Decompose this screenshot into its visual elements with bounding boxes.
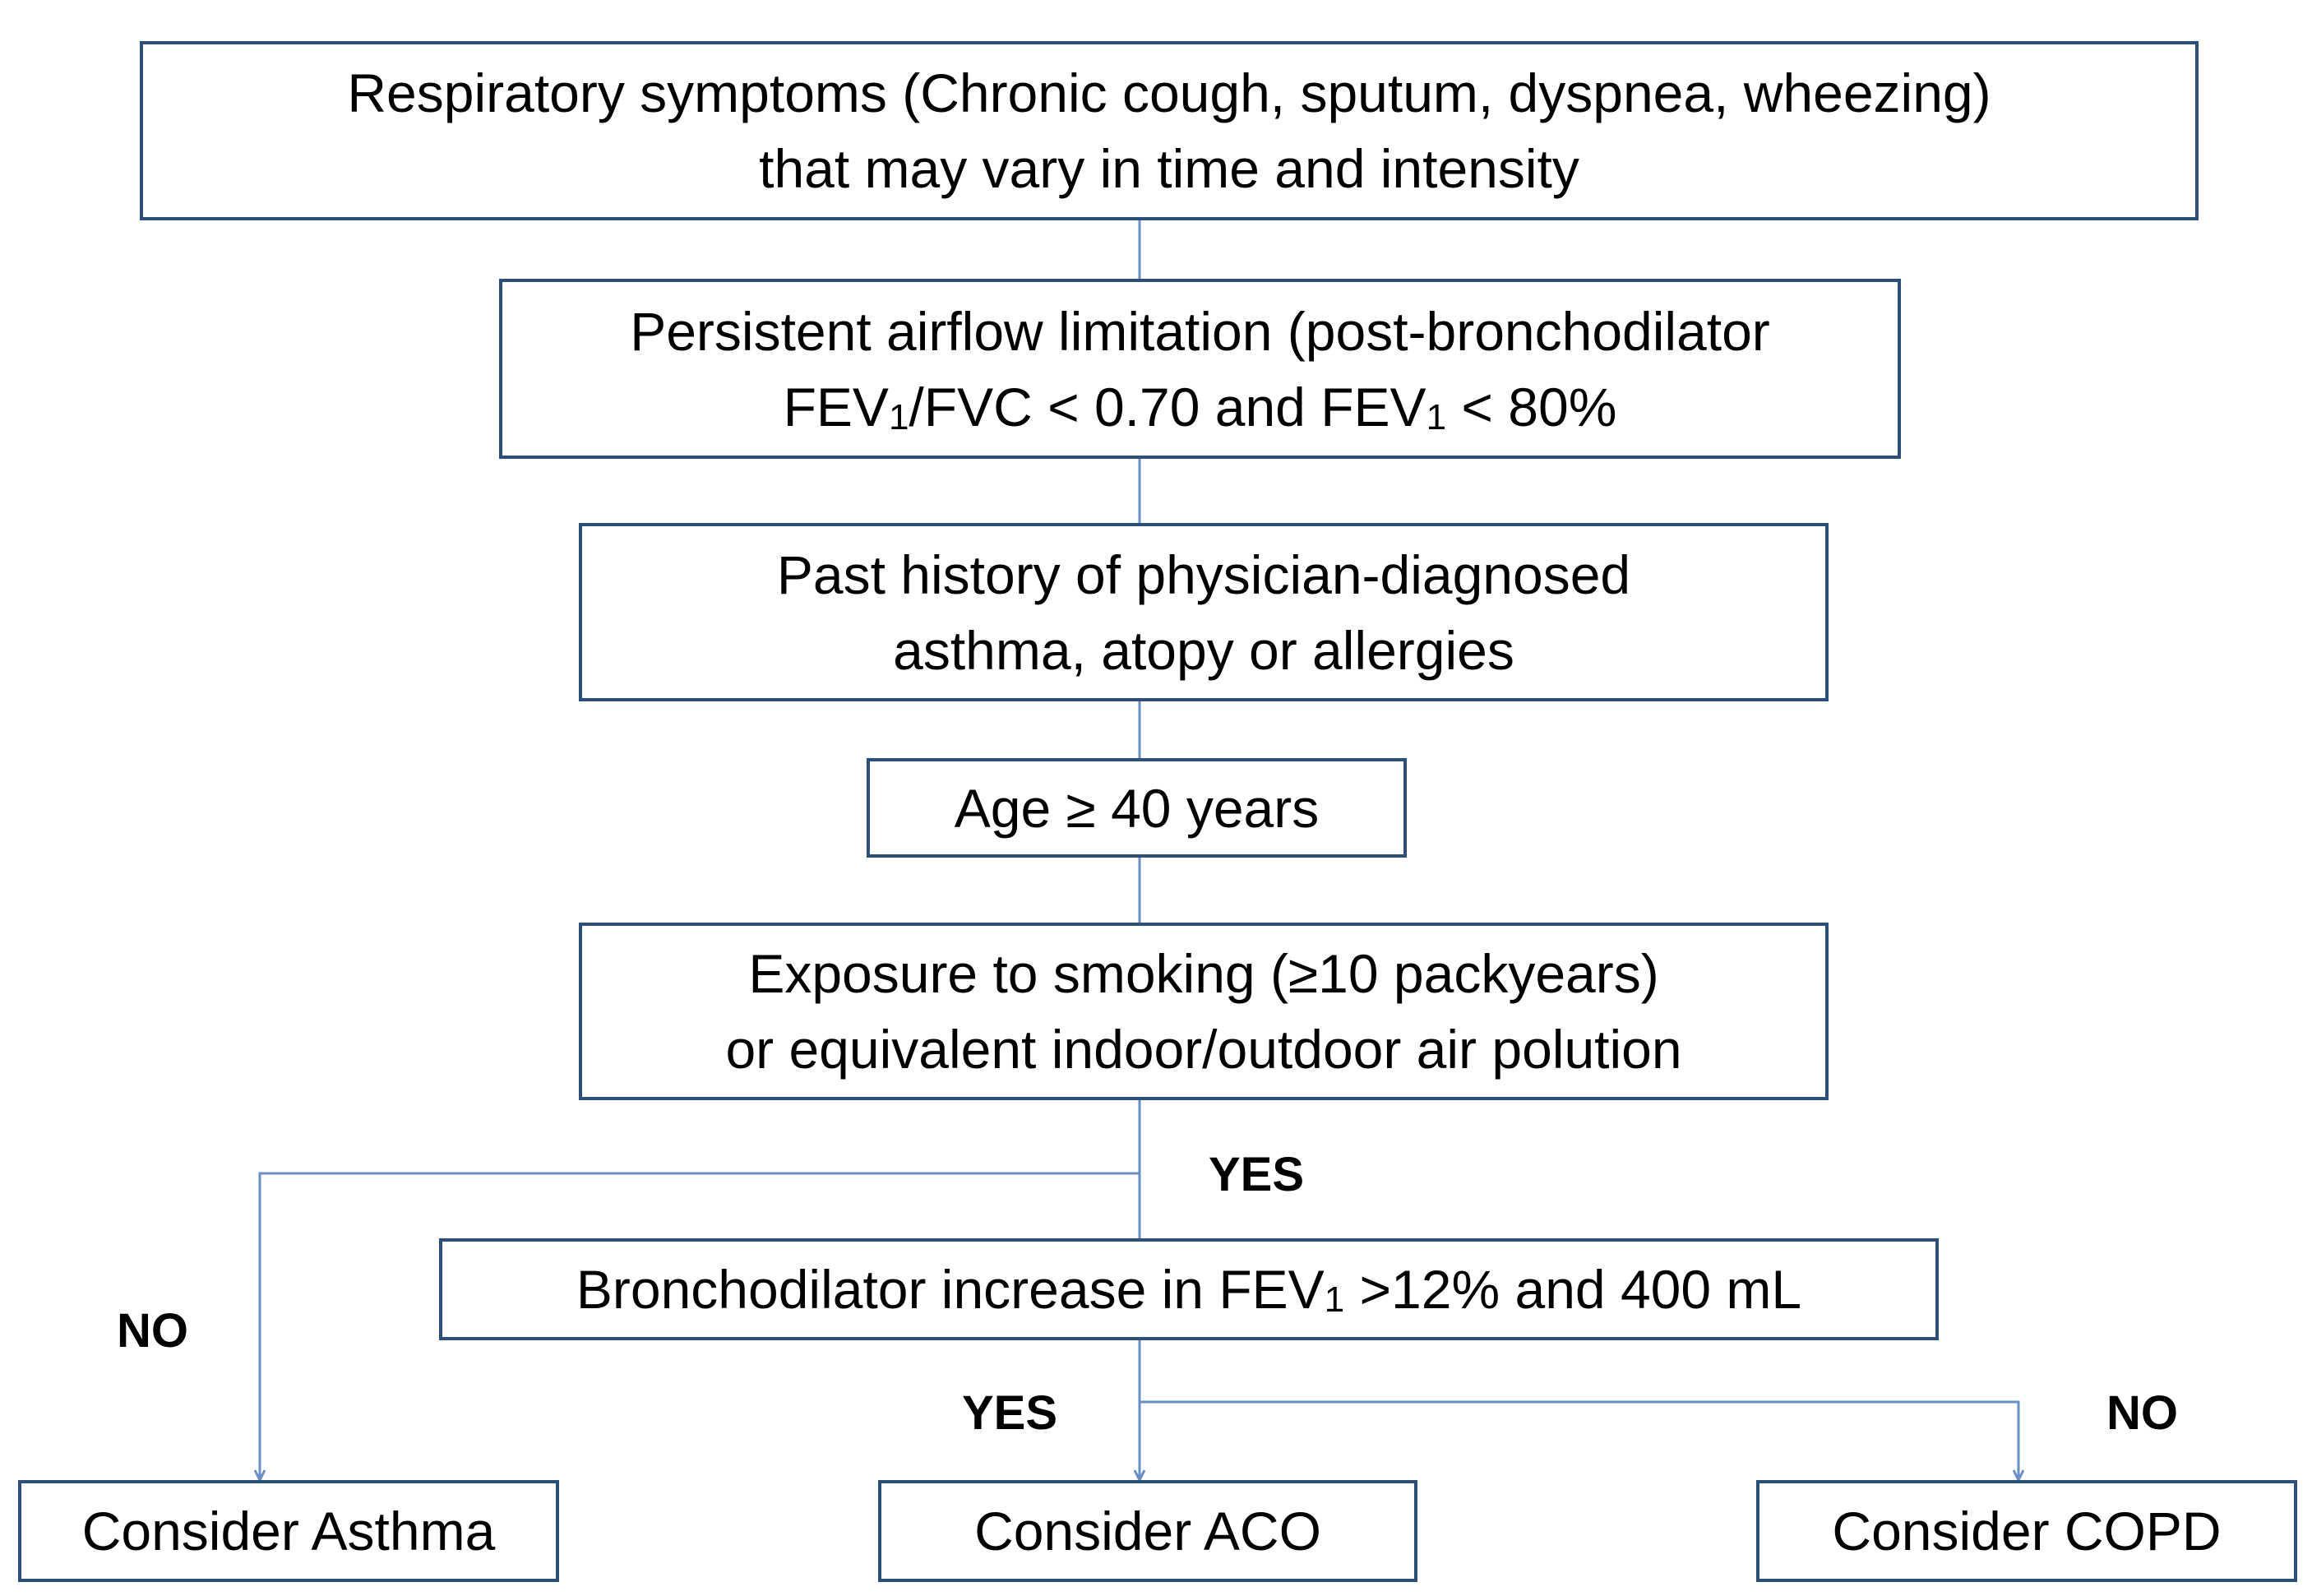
consider-aco-box xyxy=(878,1480,1417,1582)
exposure-yes-label: YES xyxy=(1209,1148,1305,1201)
exposure-line-1: Exposure to smoking (≥10 packyears) xyxy=(748,943,1659,1004)
airflow-fev1-subscript: 1 xyxy=(1426,396,1447,437)
exposure-no-label: NO xyxy=(117,1304,188,1358)
connector-no-to-copd xyxy=(1140,1402,2018,1480)
bronchodilator-text: Bronchodilator increase in FEV xyxy=(576,1259,1325,1320)
airflow-line-1: Persistent airflow limitation (post-bronchodilator xyxy=(630,300,1770,362)
airflow-fev-text: FEV xyxy=(783,376,889,437)
bronchodilator-yes-label: YES xyxy=(962,1386,1058,1440)
bronchodilator-subscript: 1 xyxy=(1324,1279,1345,1320)
smoking-exposure-box xyxy=(579,923,1829,1100)
bronchodilator-threshold-text: >12% and 400 mL xyxy=(1344,1259,1802,1320)
bronchodilator-line xyxy=(576,1251,1801,1327)
consider-copd-label: Consider COPD xyxy=(1832,1501,2222,1561)
symptoms-line-2: that may vary in time and intensity xyxy=(759,138,1579,199)
consider-aco-label: Consider ACO xyxy=(974,1501,1321,1561)
airflow-ratio-text: /FVC < 0.70 and FEV xyxy=(909,376,1427,437)
airflow-fev-subscript: 1 xyxy=(888,396,909,437)
airflow-line-2 xyxy=(784,369,1617,445)
history-line-1: Past history of physician-diagnosed xyxy=(776,544,1631,605)
consider-asthma-box xyxy=(18,1480,559,1582)
consider-asthma-label: Consider Asthma xyxy=(81,1501,496,1561)
airflow-limitation-box xyxy=(499,279,1901,459)
airflow-threshold-text: < 80% xyxy=(1446,376,1617,437)
bronchodilator-response-box xyxy=(439,1238,1939,1340)
history-line-2: asthma, atopy or allergies xyxy=(893,619,1514,681)
asthma-history-box xyxy=(579,523,1829,701)
age-label: Age ≥ 40 years xyxy=(954,777,1320,839)
age-box xyxy=(867,758,1407,858)
symptoms-box xyxy=(140,41,2199,220)
symptoms-line-1: Respiratory symptoms (Chronic cough, sputum, dyspnea, wheezing) xyxy=(347,62,1991,123)
consider-copd-box xyxy=(1756,1480,2297,1582)
bronchodilator-no-label: NO xyxy=(2106,1386,2178,1440)
exposure-line-2: or equivalent indoor/outdoor air polution xyxy=(725,1019,1682,1080)
